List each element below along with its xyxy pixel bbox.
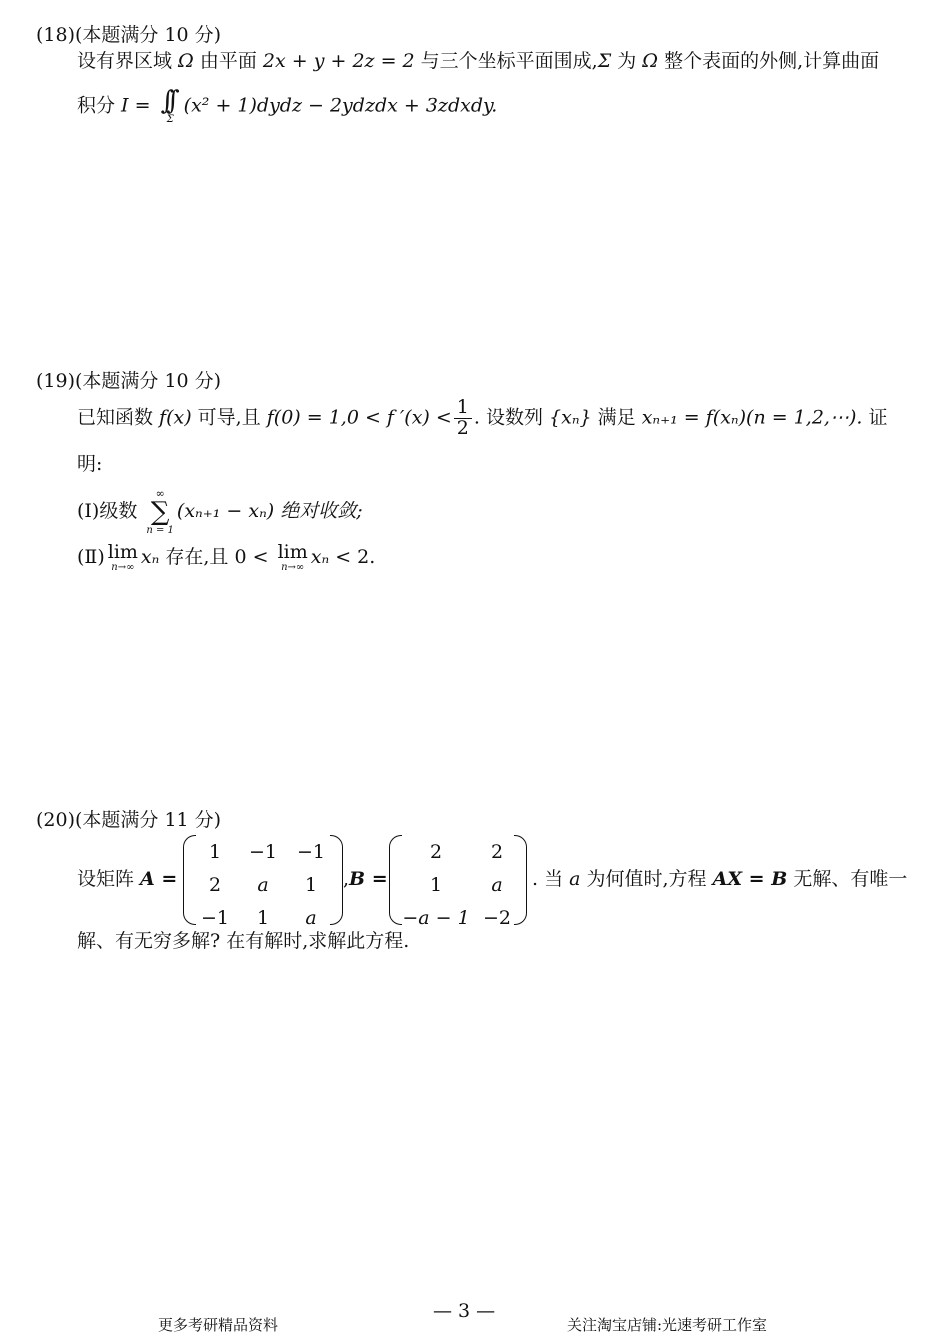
plane-equation: 2x + y + 2z = 2 — [262, 50, 415, 72]
limit-variable: xₙ — [310, 546, 330, 568]
limit — [278, 543, 308, 573]
footer-left: 更多考研精品资料 — [158, 1316, 279, 1334]
matrix-cell: −1 — [248, 840, 277, 863]
matrix-a-label: A = — [140, 868, 178, 890]
lim-word: lim — [277, 541, 308, 563]
q18-text: 设有界区域 — [77, 50, 179, 72]
matrix-cell: 1 — [304, 873, 318, 896]
q20-text: 为何值时,方程 — [580, 868, 713, 890]
matrix-b — [389, 835, 527, 929]
q18-text: 与三个坐标平面围成, — [414, 50, 598, 72]
q18-text: 整个表面的外侧,计算曲面 — [658, 50, 880, 72]
recurrence: xₙ₊₁ = f(xₙ)(n = 1,2,⋯). — [641, 406, 863, 429]
fraction-one-half — [454, 398, 472, 439]
matrix-row — [191, 835, 335, 868]
var-a: a — [569, 868, 581, 890]
sum-symbol: ∑ — [150, 497, 170, 527]
condition: f(0) = 1,0 < f ′(x) < — [266, 406, 452, 429]
sum-upper: ∞ — [155, 487, 165, 500]
q20-b-label-line — [343, 870, 388, 889]
omega-symbol: Ω — [178, 50, 194, 72]
matrix-equation: AX = B — [712, 868, 788, 890]
limit-variable: xₙ — [140, 546, 160, 568]
q18-line-2 — [77, 88, 497, 125]
matrix-cell: −1 — [296, 840, 325, 863]
footer-right: 关注淘宝店铺:光速考研工作室 — [567, 1316, 768, 1334]
lim-word: lim — [107, 541, 138, 563]
q19-line-2: 明: — [77, 453, 103, 475]
matrix-a — [183, 835, 343, 929]
q20-header: (20)(本题满分 11 分) — [36, 809, 222, 831]
matrix-row — [191, 868, 335, 901]
matrix-cell: 1 — [429, 873, 443, 896]
comma: , — [343, 868, 350, 890]
q18-text: 积分 — [77, 94, 122, 117]
q20-text: 无解、有唯一 — [787, 868, 908, 890]
matrix-cell: −a − 1 — [402, 906, 470, 929]
integral-subscript: Σ — [166, 114, 174, 125]
page-number: — 3 — — [433, 1300, 496, 1322]
matrix-b-label: B = — [349, 868, 388, 890]
omega-symbol: Ω — [642, 50, 659, 72]
summation — [146, 488, 174, 536]
q20-lead — [77, 870, 177, 889]
q18-header: (18)(本题满分 10 分) — [36, 24, 222, 46]
q18-text: 由平面 — [193, 50, 263, 72]
matrix-cell: 2 — [490, 840, 504, 863]
q19-text: 满足 — [591, 406, 642, 429]
q19-text: < 2. — [329, 546, 376, 568]
q19-text: (Ⅰ)级数 — [77, 500, 144, 522]
q20-tail — [532, 870, 907, 889]
sum-lower: n = 1 — [146, 525, 174, 536]
sum-term: (xₙ₊₁ − xₙ) 绝对收敛; — [176, 500, 363, 522]
matrix-cell: 1 — [208, 840, 222, 863]
matrix-row — [397, 835, 519, 868]
q18-text: 为 — [611, 50, 643, 72]
q18-line-1 — [77, 52, 879, 71]
matrix-a-grid — [191, 835, 335, 934]
q20-line-2: 解、有无穷多解? 在有解时,求解此方程. — [77, 930, 410, 952]
matrix-cell: a — [257, 873, 269, 896]
lim-subscript: n→∞ — [111, 562, 135, 573]
matrix-cell: 2 — [429, 840, 443, 863]
double-integral: ∫∫ Σ — [161, 88, 180, 125]
matrix-cell: a — [491, 873, 503, 896]
sequence: {xₙ} — [549, 406, 592, 429]
q19-header: (19)(本题满分 10 分) — [36, 370, 222, 392]
q19-text: 证 — [862, 406, 888, 429]
lim-subscript: n→∞ — [281, 562, 305, 573]
q19-text: 存在,且 0 < — [159, 546, 275, 568]
matrix-row — [397, 901, 519, 934]
matrix-b-grid — [397, 835, 519, 934]
integral-label: I = — [121, 94, 157, 117]
q19-text: 已知函数 — [77, 406, 160, 429]
q19-text: . 设数列 — [473, 406, 550, 429]
integrand: (x² + 1)dydz − 2ydzdx + 3zdxdy. — [183, 94, 498, 117]
matrix-cell: −1 — [200, 906, 229, 929]
q20-text: . 当 — [532, 868, 570, 890]
matrix-row — [397, 868, 519, 901]
sigma-symbol: Σ — [597, 50, 612, 72]
matrix-cell: −2 — [482, 906, 511, 929]
q20-text: 设矩阵 — [77, 868, 141, 890]
matrix-cell: 1 — [256, 906, 270, 929]
q19-text: (Ⅱ) — [77, 546, 105, 568]
q19-part-1 — [77, 488, 363, 536]
limit — [108, 543, 138, 573]
fraction-numerator: 1 — [454, 398, 472, 419]
q19-part-2 — [77, 543, 375, 573]
q19-text: 可导,且 — [191, 406, 267, 429]
q19-line-1 — [77, 398, 887, 439]
matrix-cell: a — [305, 906, 317, 929]
matrix-cell: 2 — [208, 873, 222, 896]
function-f: f(x) — [159, 406, 192, 429]
fraction-denominator: 2 — [456, 416, 469, 439]
